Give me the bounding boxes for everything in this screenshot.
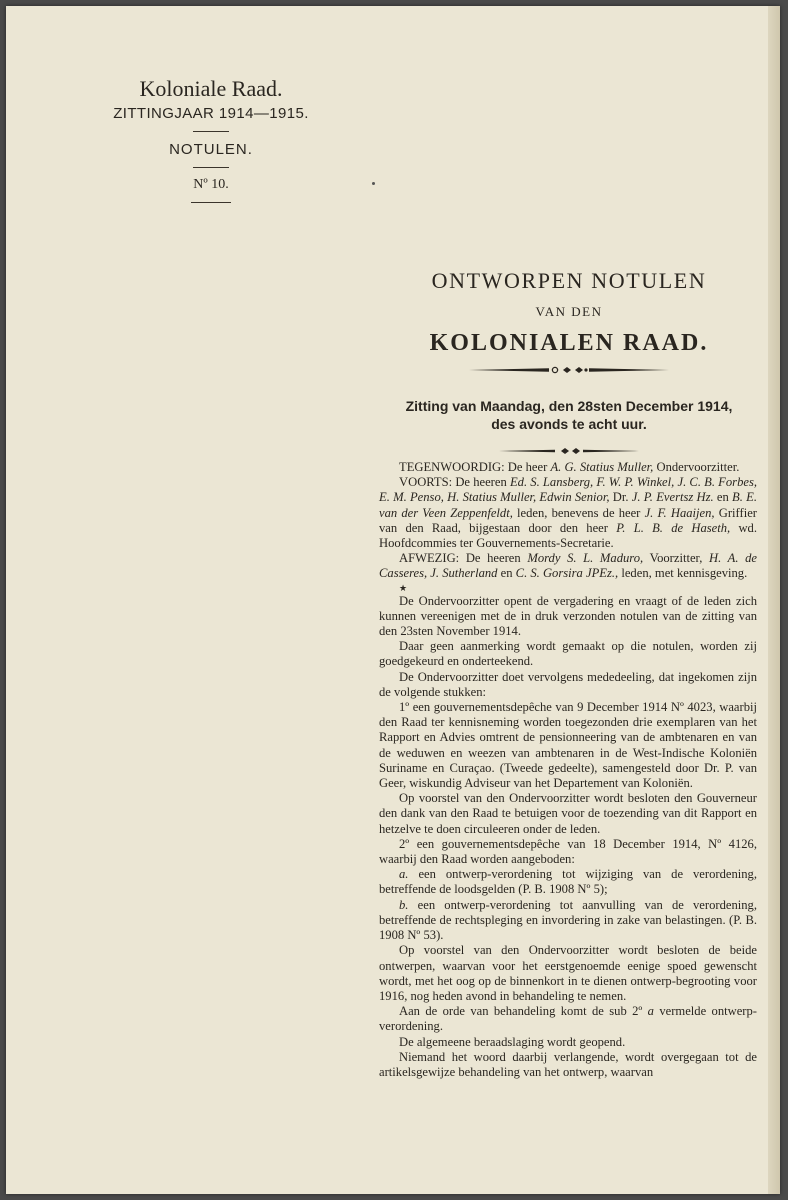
council-title: Koloniale Raad. [139, 76, 283, 101]
page-edge [768, 6, 780, 1194]
text: Dr. [612, 490, 629, 505]
left-header [76, 76, 346, 212]
ornament-divider [378, 363, 760, 381]
ornament-icon [439, 364, 699, 376]
absent-label: AFWEZIG: [399, 551, 460, 566]
paragraph: Op voorstel van den Ondervoorzitter wordt besloten de beide ontwerpen, waarvan voor het eerstgenoemde eenige spoed gewenscht wordt, met het oog op de binnenkort in te dienen ontwerp-begrooting voor 1916, nog heden avond in behandeling te nemen. [379, 943, 757, 1003]
title-van-den: VAN DEN [535, 304, 603, 319]
divider [191, 202, 231, 203]
text: De heeren [455, 475, 507, 490]
person-names: H. A. de Casseres, J. Sutherland [379, 551, 758, 581]
document-page [6, 6, 780, 1194]
text: Ondervoorzitter. [656, 460, 740, 474]
document-title: ONTWORPEN NOTULEN [431, 268, 707, 293]
item-letter: b. [399, 897, 409, 912]
right-header [378, 268, 760, 461]
paragraph: 2º een gouvernementsdepêche van 18 December 1914, Nº 4126, waarbij den Raad worden aangeboden: [379, 836, 757, 867]
text: een ontwerp-verordening tot wijziging van de verordening, betreffende de loodsgelden (P. B. 1908 Nº 5); [379, 867, 758, 897]
issue-number: Nº 10. [193, 177, 229, 192]
text: vermelde ontwerp-verordening. [379, 1004, 757, 1034]
text: leden, met kennisgeving. [621, 566, 748, 581]
paragraph: 1º een gouvernementsdepêche van 9 December 1914 Nº 4023, waarbij den Raad ter kennisneming worden toegezonden drie exemplaren van het Rapport en Advies omtrent de pensionneering van de ambtenaren en van de weduwen en weezen van ambtenaren in de West-Indische Koloniën Suriname en Curaçao. (Tweede gedeelte), samengesteld door Dr. P. van Geer, wiskundig Adviseur van het Departement van Koloniën. [379, 700, 757, 791]
present-label: TEGENWOORDIG: [399, 460, 505, 474]
ink-dot [372, 182, 375, 185]
paragraph: Daar geen aanmerking wordt gemaakt op die notulen, worden zij goedgekeurd en onderteekend. [379, 639, 757, 669]
person-name: A. G. Statius Muller, [550, 460, 654, 474]
person-name: P. L. B. de Haseth, [616, 520, 731, 535]
text: wd. Hoofdcommies ter Gouvernements-Secretarie. [379, 520, 757, 551]
divider [193, 167, 229, 168]
notulen-label: NOTULEN. [169, 141, 253, 158]
attendance-absent [379, 551, 757, 581]
also-label: VOORTS: [399, 475, 453, 490]
session-date-line1: Zitting van Maandag, den 28sten December 1914, [405, 398, 733, 414]
person-name: C. S. Gorsira JPEz., [515, 566, 619, 581]
item-letter: a [647, 1004, 654, 1019]
person-names: Ed. S. Lansberg, F. W. P. Winkel, J. C. B. Forbes, E. M. Penso, H. Statius Muller, Edwin Senior, [379, 475, 758, 505]
paragraph: Niemand het woord daarbij verlangende, wordt overgegaan tot de artikelsgewijze behandeling van het ontwerp, waarvan [379, 1049, 757, 1079]
text: en [716, 490, 729, 505]
text: Griffier van den Raad, bijgestaan door den heer [379, 505, 757, 535]
paragraph: De algemeene beraadslaging wordt geopend. [399, 1034, 626, 1049]
paragraph [379, 1004, 757, 1034]
session-date-line2: des avonds te acht uur. [491, 416, 647, 433]
text: De heer [507, 460, 548, 474]
title-council: KOLONIALEN RAAD. [429, 330, 709, 356]
person-name: B. E. van der Veen Zeppenfeldt, [379, 490, 757, 520]
person-name: J. P. Evertsz Hz. [631, 490, 714, 505]
asterism-icon: ★ [399, 582, 408, 593]
small-ornament-divider [378, 443, 760, 461]
text: De heeren [465, 551, 521, 566]
minutes-body [379, 460, 757, 1080]
divider [193, 131, 229, 132]
paragraph [379, 898, 757, 944]
paragraph [379, 867, 757, 897]
text: Voorzitter, [649, 551, 703, 566]
attendance-present [379, 460, 757, 475]
text: Aan de orde van behandeling komt de sub 2º [399, 1004, 643, 1019]
small-ornament-icon [489, 446, 649, 456]
paragraph: De Ondervoorzitter opent de vergadering en vraagt of de leden zich kunnen vereenigen met de in druk verzonden notulen van de zitting van den 23sten November 1914. [379, 593, 757, 639]
person-name: J. F. Haaijen, [644, 505, 715, 520]
paragraph: Op voorstel van den Ondervoorzitter wordt besloten den Gouverneur den dank van den Raad te betuigen voor de toezending van dit Rapport en hetzelve te doen circuleeren onder de leden. [379, 791, 757, 836]
person-name: Mordy S. L. Maduro, [527, 551, 644, 566]
paragraph: De Ondervoorzitter doet vervolgens mededeeling, dat ingekomen zijn de volgende stukken: [379, 669, 757, 699]
text: een ontwerp-verordening tot aanvulling van de verordening, betreffende de rechtspleging en invordering in zake van belastingen. (P. B. 1908 Nº 53). [379, 897, 757, 943]
item-letter: a. [399, 867, 409, 882]
session-year: ZITTINGJAAR 1914—1915. [113, 105, 309, 122]
session-date [378, 397, 760, 433]
text: leden, benevens de heer [517, 505, 641, 520]
text: en [500, 566, 513, 581]
attendance-also [379, 475, 757, 551]
